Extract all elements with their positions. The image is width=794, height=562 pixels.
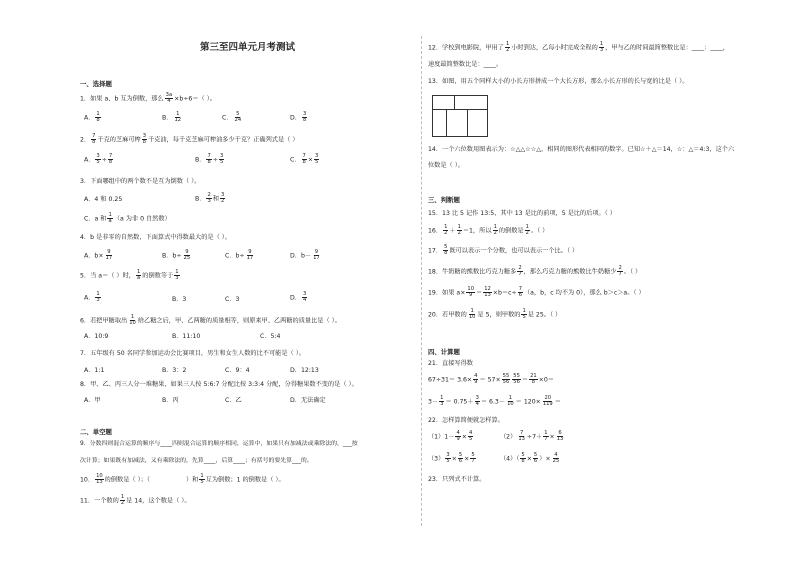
question-16: 16． $\frac{1}{2}$ ＋ $\frac{1}{2}$ ＝1，所以 $\frac{1}{2}$ 的倒数是 $\frac{1}{2}$ 。（ ） bbox=[428, 224, 549, 237]
q2-option-c: C． $\frac{7}{8}$ × $\frac{3}{5}$ bbox=[290, 153, 319, 166]
question-19: 19．如果 a× $\frac{10}{9}$ ＝ $\frac{12}{13}$ ×b＝c÷ $\frac{7}{6}$ （a，b，c 均不为 0），那么 b＞c＞a。（ ） bbox=[428, 286, 645, 299]
question-12-line-2: 速度最简整数比是：____。 bbox=[428, 61, 503, 68]
q1-option-d: D． $\frac{3}{8}$ bbox=[290, 111, 307, 124]
question-18: 18．牛奶糖的熊数比巧克力糖多 $\frac{2}{7}$ ，那么巧克力糖的熊数比牛奶糖少 $\frac{2}{7}$ 。（ ） bbox=[428, 265, 642, 278]
q5-option-a: A． $\frac{1}{3}$ bbox=[84, 291, 100, 304]
question-1: 1．如果 a、b 互为倒数，那么 $\frac{3a}{4}$ ×b÷6＝（ ）。 bbox=[80, 92, 216, 105]
q7-option-a: A．1:1 bbox=[84, 367, 105, 374]
question-2: 2． $\frac{7}{8}$ 千克的芝麻可榨 $\frac{3}{8}$ 千克油，每千克芝麻可榨油多少千克？正确列式是（ ） bbox=[80, 133, 299, 146]
q1-option-c: C． $\frac{5}{24}$ bbox=[222, 111, 242, 124]
q5-option-c: C．3 bbox=[225, 296, 240, 303]
question-23: 23．只列式不计算。 bbox=[428, 476, 486, 483]
q8-option-b: B．丙 bbox=[162, 397, 179, 404]
section-heading-fill: 二、单空题 bbox=[80, 428, 112, 436]
question-14-line-2: 位数是（ ）。 bbox=[428, 162, 464, 169]
question-13: 13．如图，用五个同样大小的小长方形拼成一个大长方形，那么小长方形的长与宽的比是（ ）。 bbox=[428, 78, 689, 85]
q1-option-b: B． $\frac{1}{12}$ bbox=[162, 111, 182, 124]
question-21: 21．直接写得数 bbox=[428, 360, 473, 367]
q6-option-a: A．10:9 bbox=[84, 333, 109, 340]
q3-option-a: A．4 和 0.25 bbox=[84, 196, 123, 203]
question-5: 5．当 a＝（ ）时， $\frac{1}{a}$ 的倒数等于 $\frac{1}{3}$ bbox=[80, 269, 179, 282]
q2-option-a: A． $\frac{3}{5}$ ÷ $\frac{7}{8}$ bbox=[84, 153, 113, 166]
q3-option-b: B． $\frac{2}{3}$ 和 $\frac{3}{2}$ bbox=[195, 192, 225, 205]
q6-option-c: C．5:4 bbox=[260, 333, 281, 340]
question-17: 17． $\frac{5}{8}$ 既可以表示一个分数，也可以表示一个比。（ ） bbox=[428, 244, 579, 257]
q5-option-b: B．3 bbox=[172, 296, 187, 303]
section-heading-judge: 三、判断题 bbox=[428, 196, 460, 204]
section-heading-choice: 一、选择题 bbox=[80, 80, 112, 88]
question-14-line-1: 14．一个六位数用图表示为：☆△△☆☆△，相同的图形代表相同的数字。已知☆＋△＝14，☆：△＝4:3，这个六 bbox=[428, 146, 735, 153]
q2-option-b: B． $\frac{7}{8}$ ÷ $\frac{3}{5}$ bbox=[195, 153, 224, 166]
q4-option-b: B．b÷ $\frac{9}{25}$ bbox=[162, 249, 191, 262]
question-4: 4．b 是非零的自然数，下面算式中得数最大的是（ ）。 bbox=[80, 234, 232, 241]
fraction: $\frac{3a}{4}$ bbox=[165, 92, 173, 105]
q21-row-1: 67÷31＝ 3.6× $\frac{4}{9}$ ＝ 57× $\frac{55}{56}$ $\frac{55}{56}$ ＝ $\frac{21}{8}$ ×0＝ bbox=[428, 373, 554, 386]
q1-option-a: A． $\frac{1}{8}$ bbox=[84, 111, 100, 124]
q22-part-4: （4）（ $\frac{5}{8}$ × $\frac{5}{6}$ ）× $\frac{4}{25}$ bbox=[500, 452, 560, 465]
question-20: 20．若甲数的 $\frac{1}{10}$ 是 5，则甲数的 $\frac{1}{5}$ 是 25。（ ） bbox=[428, 308, 562, 321]
question-10: 10． $\frac{10}{13}$ 的倒数是（ ）；（ ）和 $\frac{1}{5}$ 互为倒数；1 的倒数是（ ）。 bbox=[80, 473, 285, 486]
question-15: 15．13 比 5 记作 13:5，其中 13 是比的前项，5 是比的后项。（ ） bbox=[428, 210, 616, 217]
q3-option-c: C．a 和 $\frac{1}{a}$ （a 为非 0 自然数） bbox=[84, 212, 171, 225]
q7-option-c: C．9：4 bbox=[225, 367, 250, 374]
q22-part-3: （3） $\frac{3}{5}$ × $\frac{5}{6}$ × $\frac{5}{7}$ bbox=[428, 452, 475, 465]
q22-part-1: （1）1－ $\frac{4}{9}$ × $\frac{4}{5}$ bbox=[428, 430, 473, 443]
q6-option-b: B．11:10 bbox=[172, 333, 201, 340]
q7-option-d: D．12:13 bbox=[290, 367, 319, 374]
q4-option-a: A．b× $\frac{9}{17}$ bbox=[84, 249, 113, 262]
question-22: 22．怎样算简便就怎样算。 bbox=[428, 417, 504, 424]
question-9-line-2: 次计算；如果既有加减法，又有乘除法的，先算____，后算____；有括号的要先算___的。 bbox=[80, 458, 313, 464]
question-8: 8．甲、乙、丙三人分一堆糖果，如果三人按 5:6:7 分配比按 3:3:4 分配，分得糖果数不变的是（ ）。 bbox=[80, 381, 358, 388]
column-divider bbox=[421, 36, 422, 526]
q4-option-d: D．b－ $\frac{9}{17}$ bbox=[290, 249, 320, 262]
q21-row-2: 3－ $\frac{1}{3}$ ＝ 0.75＋ $\frac{3}{4}$ ＝ 6.3－ $\frac{1}{10}$ ＝ 120× $\frac{20}{119}$ ＝ bbox=[428, 395, 561, 408]
q7-option-b: B．3：2 bbox=[162, 367, 187, 374]
section-heading-calc: 四、计算题 bbox=[428, 348, 460, 356]
q4-option-c: C．b÷ $\frac{9}{17}$ bbox=[225, 249, 254, 262]
page-title: 第三至四单元月考测试 bbox=[200, 42, 296, 53]
q8-option-c: C．乙 bbox=[225, 397, 242, 404]
q5-option-d: D． $\frac{3}{4}$ bbox=[290, 291, 307, 304]
question-7: 7．五年级有 50 名同学参加运动会比赛项目，男生和女生人数的比不可能是（ ）。 bbox=[80, 350, 305, 357]
q22-part-2: （2） $\frac{7}{13}$ ÷7＋ $\frac{1}{7}$ × $\frac{6}{13}$ bbox=[500, 430, 564, 443]
q8-option-d: D．无法确定 bbox=[290, 397, 326, 404]
question-6: 6．若把甲糖取出 $\frac{1}{10}$ 给乙糖之后，甲、乙两糖的质量相等，则原来甲、乙两糖的质量比是（ ）。 bbox=[80, 314, 341, 327]
question-3: 3．下面哪组中的两个数不是互为倒数（ ）。 bbox=[80, 178, 201, 185]
q8-option-a: A．甲 bbox=[84, 397, 101, 404]
question-11: 11．一个数的 $\frac{1}{2}$ 是 14，这个数是（ ）。 bbox=[80, 494, 191, 507]
question-12-line-1: 12．学校到电影院，甲用了 $\frac{1}{2}$ 小时到达，乙每小时完成全程的 $\frac{1}{3}$ ，甲与乙的时间最简整数比是：____：____， bbox=[428, 41, 729, 54]
question-9-line-1: 9．分数四则混合运算的顺序与____四则混合运算的顺序相同，运算中，如果只有加减法或乘除法的，___按 bbox=[80, 441, 358, 447]
